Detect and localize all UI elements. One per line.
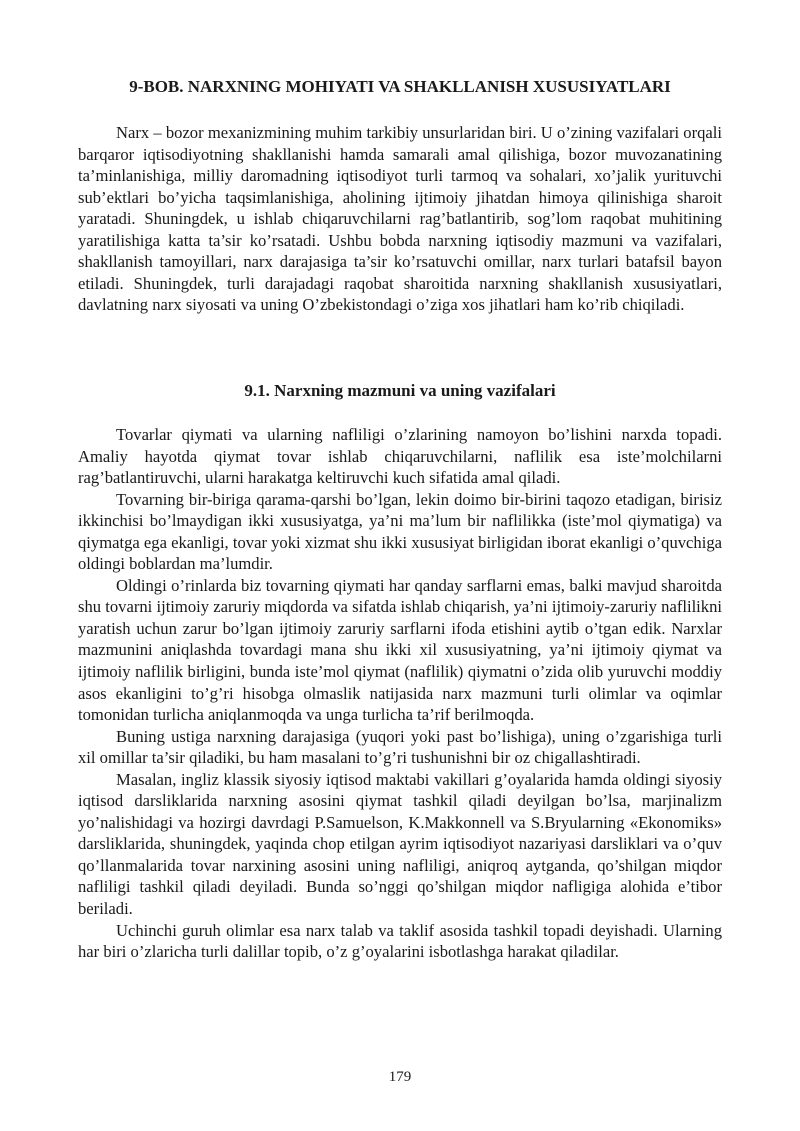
paragraph: Buning ustiga narxning darajasiga (yuqori yoki past bo’lishiga), uning o’zgarishiga turli xil omillar ta’sir qiladiki, bu ham masalani to’g’ri tushunishni bir oz chigallashtiradi.: [78, 726, 722, 768]
paragraph: Masalan, ingliz klassik siyosiy iqtisod maktabi vakillari g’oyalarida hamda oldingi siyosiy iqtisod darsliklarida narxning asosini qiymat tashkil qiladi deyilgan bo’lsa, marjinalizm yo’nalishidagi va hozirgi davrdagi P.Samuelson, K.Makkonnell va S.Bryularning «Ekonomiks» darsliklarida, shuningdek, yaqinda chop etilgan ayrim iqtisodiyot nazariyasi darsliklari va o’quv qo’llanmalarida tovar narxining asosini uning nafliligi, aniqroq aytganda, qo’shilgan miqdor nafliligi tashkil qiladi deyiladi. Bunda so’nggi qo’shilgan miqdor nafligiga alohida e’tibor beriladi.: [78, 769, 722, 919]
paragraph: Tovarning bir-biriga qarama-qarshi bo’lgan, lekin doimo bir-birini taqozo etadigan, birisiz ikkinchisi bo’lmaydigan ikki xususiyatga, ya’ni ma’lum bir naflilikka (iste’mol qiymatiga) va qiymatga ega ekanligi, tovar yoki xizmat shu ikki xususiyat birligidan iborat ekanligi o’quvchiga oldingi boblardan ma’lumdir.: [78, 489, 722, 574]
section-title: 9.1. Narxning mazmuni va uning vazifalari: [244, 381, 556, 400]
paragraph: Uchinchi guruh olimlar esa narx talab va taklif asosida tashkil topadi deyishadi. Ularning har biri o’zlaricha turli dalillar topib, o’z g’oyalarini isbotlashga harakat qiladilar.: [78, 920, 722, 962]
paragraph: Tovarlar qiymati va ularning nafliligi o’zlarining namoyon bo’lishini narxda topadi. Amaliy hayotda qiymat tovar ishlab chiqaruvchilarni, naflilik esa iste’molchilarni rag’batlantiruvchi, ularni harakatga keltiruvchi kuch sifatida amal qiladi.: [78, 425, 722, 488]
paragraph: Oldingi o’rinlarda biz tovarning qiymati har qanday sarflarni emas, balki mavjud sharoitda shu tovarni ijtimoiy zaruriy miqdorda va sifatda ishlab chiqarish, ya’ni ijtimoiy-zaruriy naflilikni yaratish uchun zarur bo’lgan ijtimoiy zaruriy sarflarni ifoda etishini aytib o’tgan edik. Narxlar mazmunini aniqlashda tovardagi mana shu ikki xil xususiyatning, ya’ni ijtimoiy qiymat va ijtimoiy naflilik birligini, bunda iste’mol qiymat (naflilik) qiymatni o’zida olib yuruvchi moddiy asos ekanligini to’g’ri hisobga olmaslik natijasida narx mazmuni turli olimlar va oqimlar tomonidan turlicha aniqlanmoqda va unga turlicha ta’rif berilmoqda.: [78, 575, 722, 725]
intro-paragraph: Narx – bozor mexanizmining muhim tarkibiy unsurlaridan biri. U o’zining vazifalari orqali barqaror iqtisodiyotning shakllanishi hamda samarali amal qilishiga, bozor muvozanatining ta’minlanishiga, milliy daromadning iqtisodiyot turli tarmoq va sohalari, xo’jalik yurituvchi sub’ektlari bo’yicha taqsimlanishiga, aholining ijtimoiy jihatdan himoya qilinishiga sharoit yaratadi. Shuningdek, u ishlab chiqaruvchilarni rag’batlantirib, sog’lom raqobat muhitining yaratilishiga katta ta’sir ko’rsatadi. Ushbu bobda narxning iqtisodiy mazmuni va vazifalari, shakllanish tamoyillari, narx darajasiga ta’sir ko’rsatuvchi omillar, narx turlari batafsil bayon etiladi. Shuningdek, turli darajadagi raqobat sharoitida narxning shakllanish xususiyatlari, davlatning narx siyosati va uning O’zbekistondagi o’ziga xos jihatlari ham ko’rib chiqiladi.: [78, 123, 722, 315]
page-number: 179: [388, 1069, 412, 1085]
section-body: [78, 424, 722, 963]
intro-text: [78, 122, 722, 316]
chapter-title: 9-BOB. NARXNING MOHIYATI VA SHAKLLANISH XUSUSIYATLARI: [129, 77, 671, 96]
